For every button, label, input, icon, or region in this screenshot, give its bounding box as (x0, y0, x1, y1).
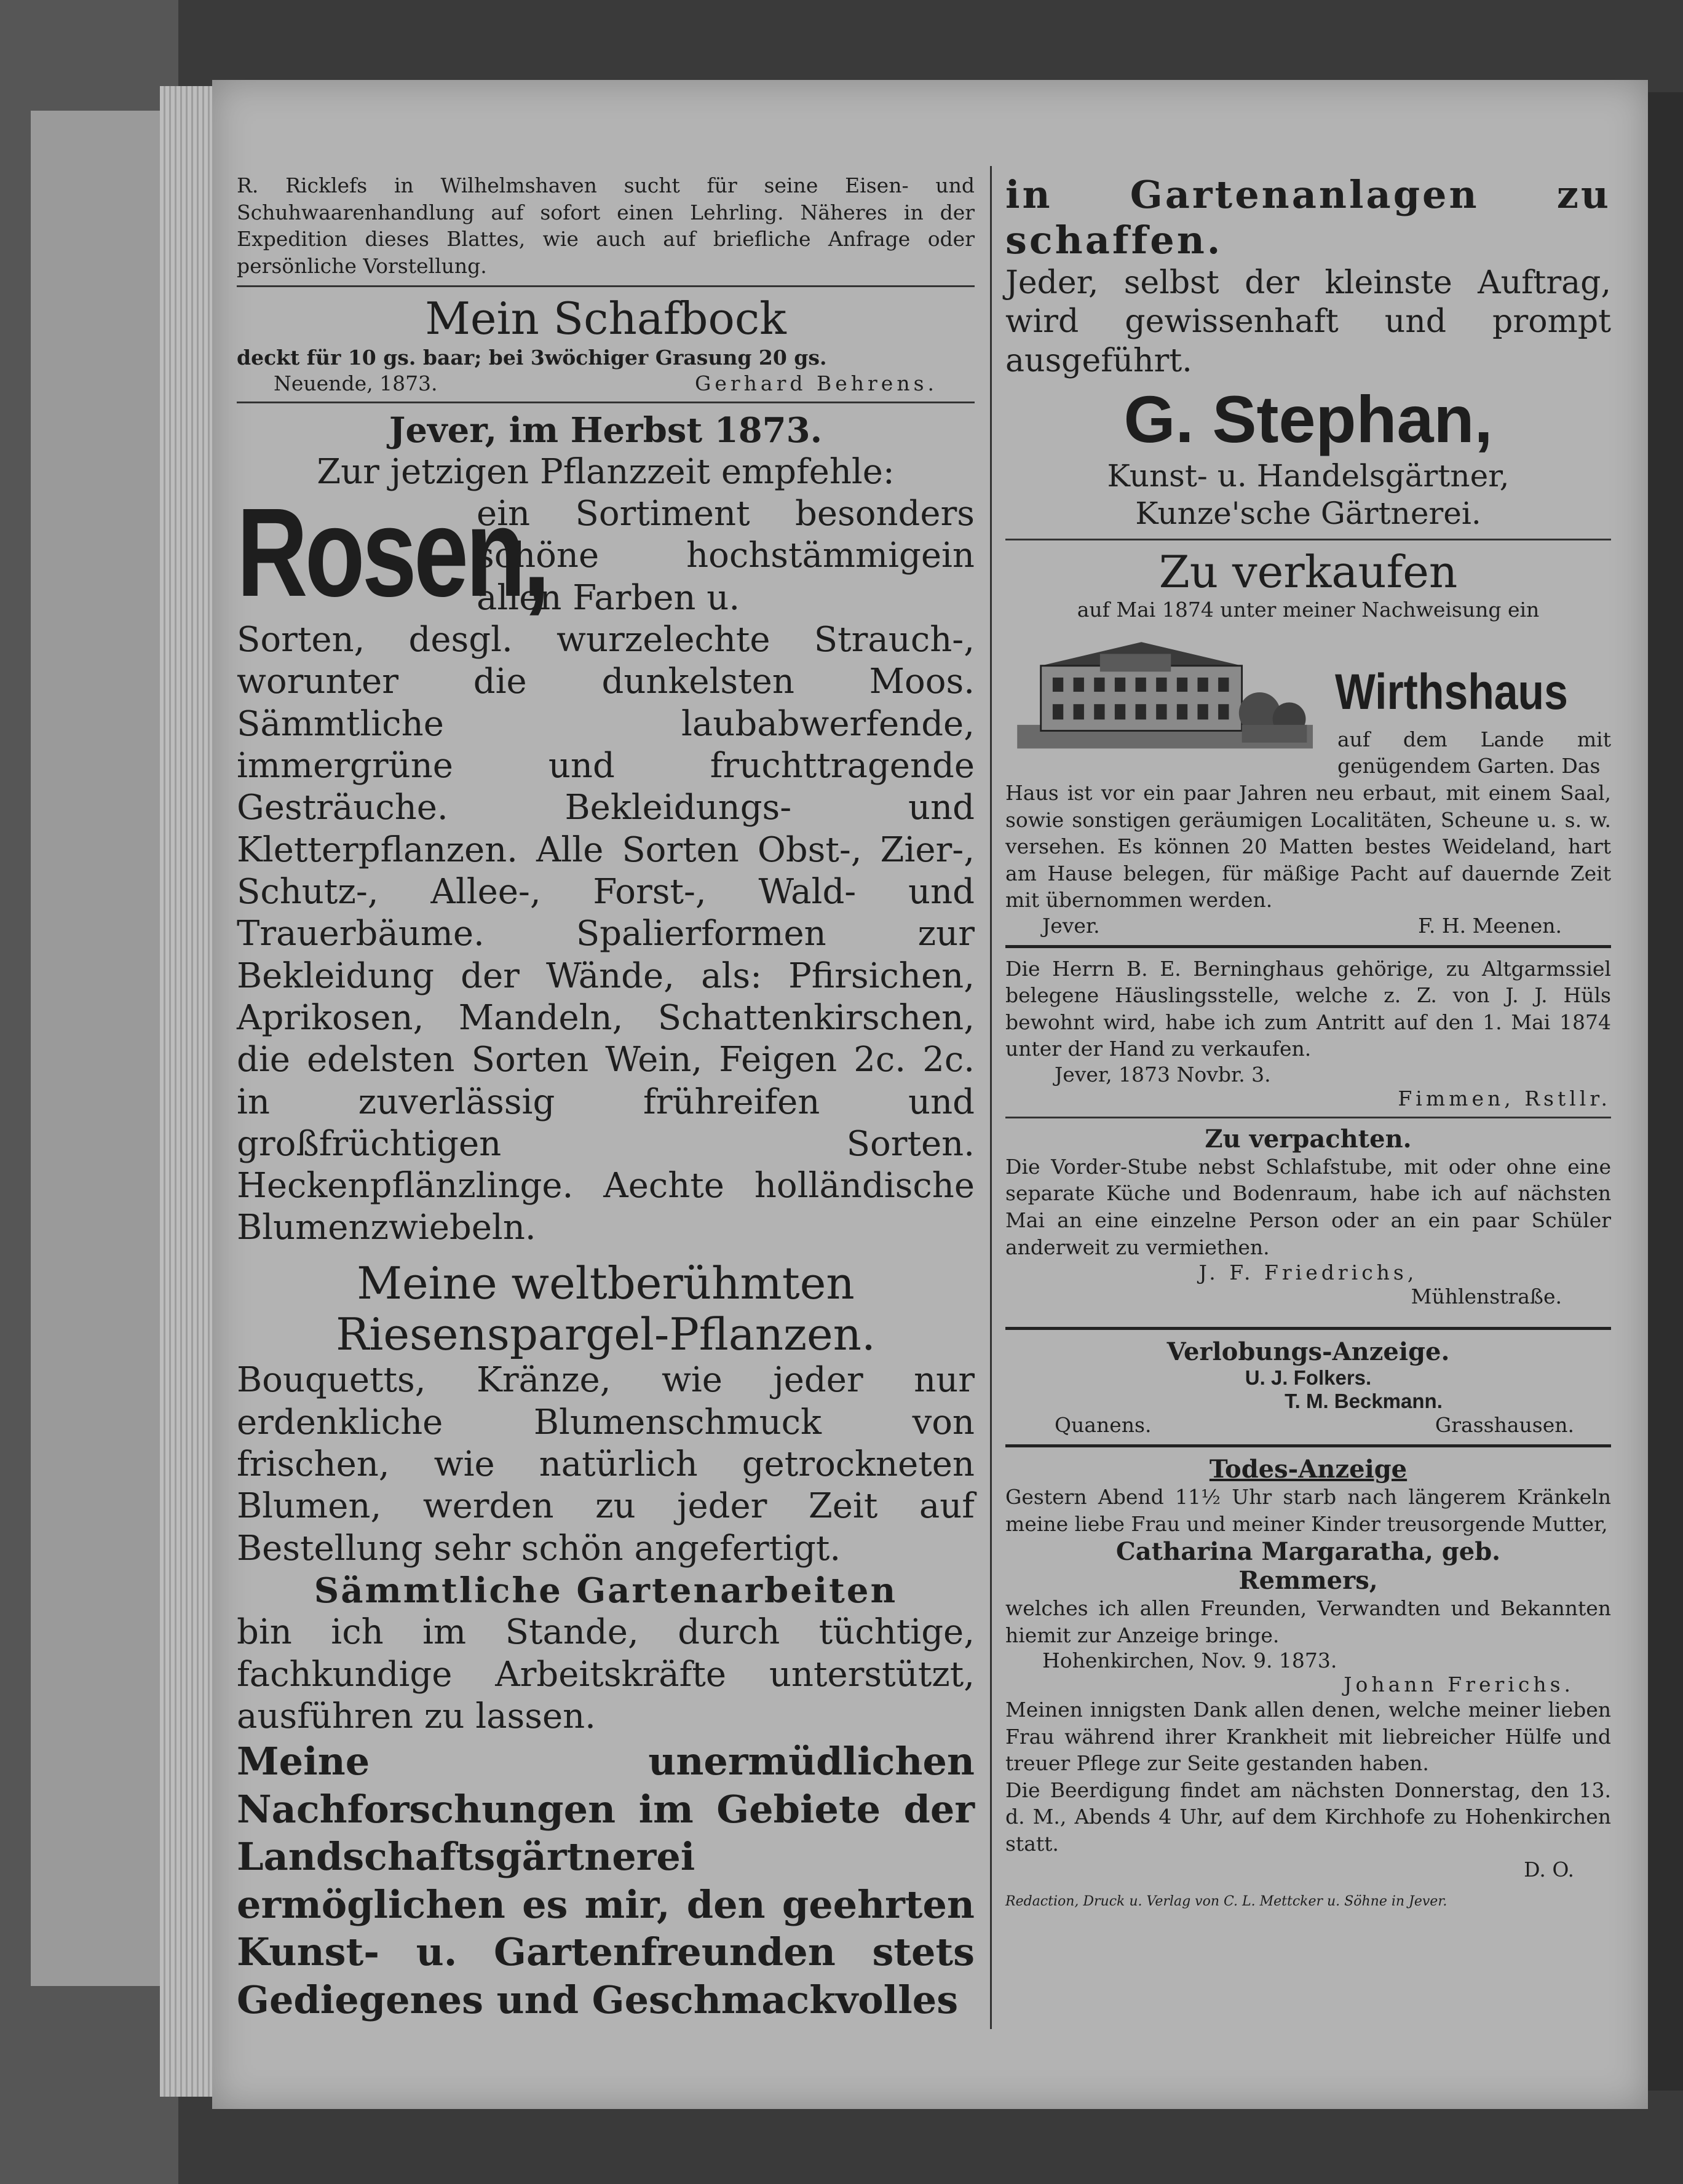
schafbock-title: Mein Schafbock (425, 293, 786, 345)
todes-name-2: Remmers, (1238, 1566, 1378, 1596)
spargel-line-2: Riesenspargel-Pflanzen. (336, 1308, 876, 1360)
verlobung-name-2: T. M. Beckmann. (1285, 1390, 1443, 1413)
imprint-line: Redaction, Druck u. Verlag von C. L. Mettcker u. Söhne in Jever. (1005, 1893, 1447, 1909)
dank-text: Meinen innigsten Dank allen denen, welche meiner lieben Frau während ihrer Krankheit mit liebreicher Hülfe und treuer Pflege zur Seite gestanden haben. (1005, 1698, 1611, 1776)
beerdigung-sign: D. O. (1524, 1857, 1574, 1881)
wirthshaus-name: F. H. Meenen. (1418, 913, 1562, 938)
left-column (237, 172, 975, 2024)
schafbock-text: deckt für 10 gs. baar; bei 3wöchiger Grasung 20 gs. (237, 345, 827, 370)
gartenarbeiten-text: bin ich im Stande, durch tüchtige, fachkundige Arbeitskräfte unterstützt, ausführen zu lassen. (237, 1612, 975, 1736)
stephan-line-1: Kunst- u. Handelsgärtner, (1107, 458, 1510, 494)
verlobung-place-2: Grasshausen. (1435, 1413, 1574, 1438)
verlobung-title: Verlobungs-Anzeige. (1166, 1337, 1450, 1367)
beerdigung-text: Die Beerdigung findet am nächsten Donnerstag, den 13. d. M., Abends 4 Uhr, auf dem Kirchhofe zu Hohenkirchen statt. (1005, 1778, 1611, 1856)
gartenarbeiten-head: Sämmtliche Gartenarbeiten (314, 1570, 898, 1611)
verpachten-title: Zu verpachten. (1205, 1124, 1412, 1153)
schafbock-place: Neuende, 1873. (274, 371, 438, 395)
todes-text-2: welches ich allen Freunden, Verwandten und Bekannten hiemit zur Anzeige bringe. (1005, 1596, 1611, 1647)
newspaper-page (212, 80, 1648, 2109)
todes-title: Todes-Anzeige (1209, 1455, 1408, 1484)
wirthshaus-title: Wirthshaus (1335, 663, 1569, 720)
rosen-block (237, 482, 975, 623)
divider (1005, 539, 1611, 540)
rosen-word: Rosen, (237, 482, 548, 623)
divider (1005, 945, 1611, 948)
berninghaus-name: Fimmen, Rstllr. (1398, 1086, 1611, 1110)
verkaufen-title: Zu verkaufen (1158, 546, 1458, 598)
jever-title: Jever, im Herbst 1873. (389, 410, 823, 451)
right-column (1005, 172, 1611, 1909)
verlobung-place-1: Quanens. (1055, 1413, 1152, 1438)
spargel-line-1: Meine weltberühmten (357, 1257, 855, 1309)
rosen-side-text: ein Sortiment besonders schöne hochstämmigein allen Farben u. (477, 494, 975, 618)
todes-signer: Johann Frerichs. (1344, 1672, 1574, 1697)
verkaufen-intro: auf Mai 1874 unter meiner Nachweisung ein (1077, 597, 1540, 622)
sorten-text: Sorten, desgl. wurzelechte Strauch-, worunter die dunkelsten Moos. Sämmtliche laubabwerfende, immergrüne und fruchttragende Gesträuche. Bekleidungs- und Kletterpflanzen. Alle Sorten Obst-, Zier-, Schutz-, Allee-, Forst-, Wald- und Trauerbäume. Spalierformen zur Bekleidung der Wände, als: Pfirsichen, Aprikosen, Mandeln, Schattenkirschen, die edelsten Sorten Wein, Feigen 2c. 2c. in zuverlässig frühreifen und großfrüchtigen Sorten. Heckenpflänzlinge. Aechte holländische Blumenzwiebeln. (237, 620, 975, 1248)
berninghaus-place: Jever, 1873 Novbr. 3. (1055, 1062, 1271, 1086)
todes-text: Gestern Abend 11½ Uhr starb nach längerem Kränkeln meine liebe Frau und meiner Kinder treusorgende Mutter, (1005, 1485, 1611, 1536)
auftrag-text: Jeder, selbst der kleinste Auftrag, wird gewissenhaft und prompt ausgeführt. (1005, 264, 1611, 379)
nachforschungen-text: Meine unermüdlichen Nachforschungen im Gebiete der Landschaftsgärtnerei ermöglichen es mir, den geehrten Kunst- u. Gartenfreunden stets Gediegenes und Geschmackvolles (237, 1739, 975, 2022)
todes-name: Catharina Margaratha, geb. (1115, 1537, 1501, 1567)
berninghaus-text: Die Herrn B. E. Berninghaus gehörige, zu Altgarmssiel belegene Häuslingsstelle, welche z. Z. von J. J. Hüls bewohnt wird, habe ich zum Antritt auf den 1. Mai 1874 unter der Hand zu verkaufen. (1005, 956, 1611, 1061)
column-divider (990, 166, 992, 2029)
wirthshaus-text-2: Haus ist vor ein paar Jahren neu erbaut, mit einem Saal, sowie sonstigen geräumigen Localitäten, Scheune u. s. w. versehen. Es können 20 Matten bestes Weideland, hart am Hause belegen, für mäßige Pacht auf dauernde Zeit mit übernommen werden. (1005, 780, 1611, 912)
todes-place: Hohenkirchen, Nov. 9. 1873. (1042, 1648, 1337, 1673)
divider (237, 285, 975, 287)
divider (1005, 1444, 1611, 1447)
stephan-name: G. Stephan, (1123, 382, 1493, 457)
book-spine (31, 111, 172, 1986)
divider (1005, 1327, 1611, 1330)
divider (1005, 1117, 1611, 1118)
wirthshaus-text-1: auf dem Lande mit genügendem Garten. Das (1337, 727, 1611, 778)
garten-head: in Gartenanlagen zu schaffen. (1005, 172, 1611, 263)
wirthshaus-sign-row (1005, 914, 1611, 938)
schafbock-sign-row (237, 371, 975, 395)
verpachten-text: Die Vorder-Stube nebst Schlafstube, mit oder ohne eine separate Küche und Bodenraum, habe ich auf nächsten Mai an eine einzelne Person oder an ein paar Schüler anderweit zu vermiethen. (1005, 1154, 1611, 1259)
verpachten-name: J. F. Friedrichs, (1198, 1260, 1418, 1285)
wirthshaus-place: Jever. (1042, 913, 1100, 938)
inn-building-icon (1005, 622, 1325, 763)
verlobung-place-row (1005, 1413, 1611, 1437)
bouquetts-text: Bouquetts, Kränze, wie jeder nur erdenkliche Blumenschmuck von frischen, wie natürlich getrockneten Blumen, werden zu jeder Zeit auf Bestellung sehr schön angefertigt. (237, 1360, 975, 1569)
verpachten-street: Mühlenstraße. (1411, 1284, 1562, 1309)
stephan-line-2: Kunze'sche Gärtnerei. (1135, 496, 1481, 532)
background-right (1648, 92, 1683, 2091)
ricklefs-ad: R. Ricklefs in Wilhelmshaven sucht für seine Eisen- und Schuhwaarenhandlung auf sofort einen Lehrling. Näheres in der Expedition dieses Blattes, wie auch auf briefliche Anfrage oder persönliche Vorstellung. (237, 173, 975, 278)
schafbock-name: Gerhard Behrens. (695, 371, 938, 395)
divider (237, 402, 975, 403)
verlobung-name-1: U. J. Folkers. (1245, 1366, 1372, 1390)
pflanzzeit-line: Zur jetzigen Pflanzzeit empfehle: (317, 451, 895, 492)
